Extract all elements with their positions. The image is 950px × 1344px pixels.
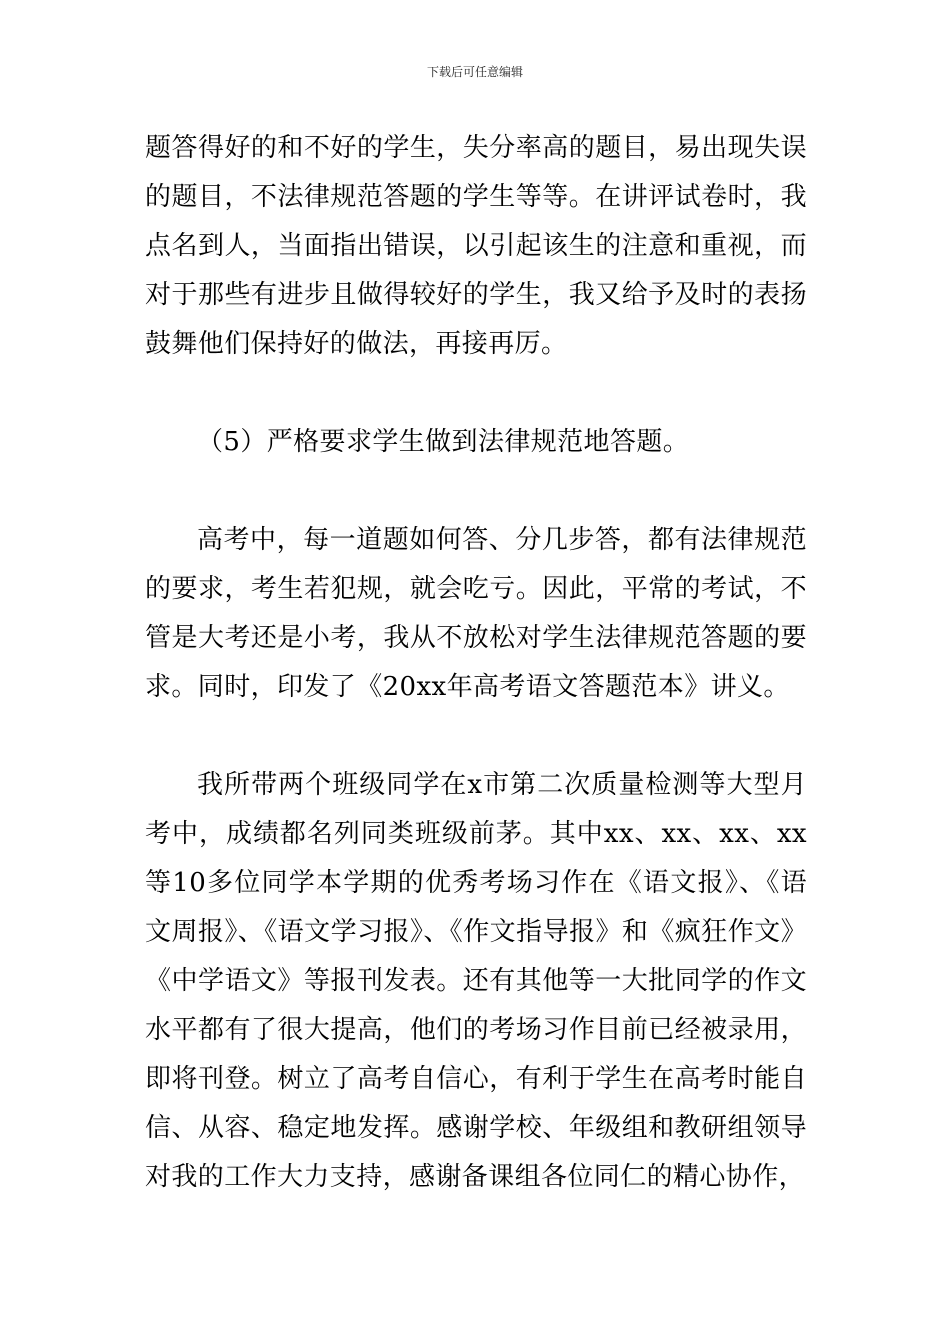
paragraph-heading-5: （5）严格要求学生做到法律规范地答题。 [197, 427, 690, 457]
document-body [145, 124, 807, 1202]
page-header: 下载后可任意编辑 [426, 65, 523, 79]
paragraph-review-feedback: 题答得好的和不好的学生，失分率高的题目，易出现失误的题目，不法律规范答题的学生等等。在讲评试卷时，我点名到人，当面指出错误，以引起该生的注意和重视，而对于那些有进步且做得较好的学生，我又给予及时的表扬鼓舞他们保持好的做法，再接再厉。 [145, 133, 807, 359]
paragraph-exam-standards: 高考中，每一道题如何答、分几步答，都有法律规范的要求，考生若犯规，就会吃亏。因此，平常的考试，不管是大考还是小考，我从不放松对学生法律规范答题的要求。同时，印发了《20xx年高考语文答题范本》讲义。 [145, 525, 807, 702]
paragraph-achievements: 我所带两个班级同学在x市第二次质量检测等大型月考中，成绩都名列同类班级前茅。其中xx、xx、xx、xx等10多位同学本学期的优秀考场习作在《语文报》、《语文周报》、《语文学习报》、《作文指导报》和《疯狂作文》《中学语文》等报刊发表。还有其他等一大批同学的作文水平都有了很大提高，他们的考场习作目前已经被录用，即将刊登。树立了高考自信心，有利于学生在高考时能自信、从容、稳定地发挥。感谢学校、年级组和教研组领导对我的工作大力支持，感谢备课组各位同仁的精心协作， [145, 770, 807, 1192]
